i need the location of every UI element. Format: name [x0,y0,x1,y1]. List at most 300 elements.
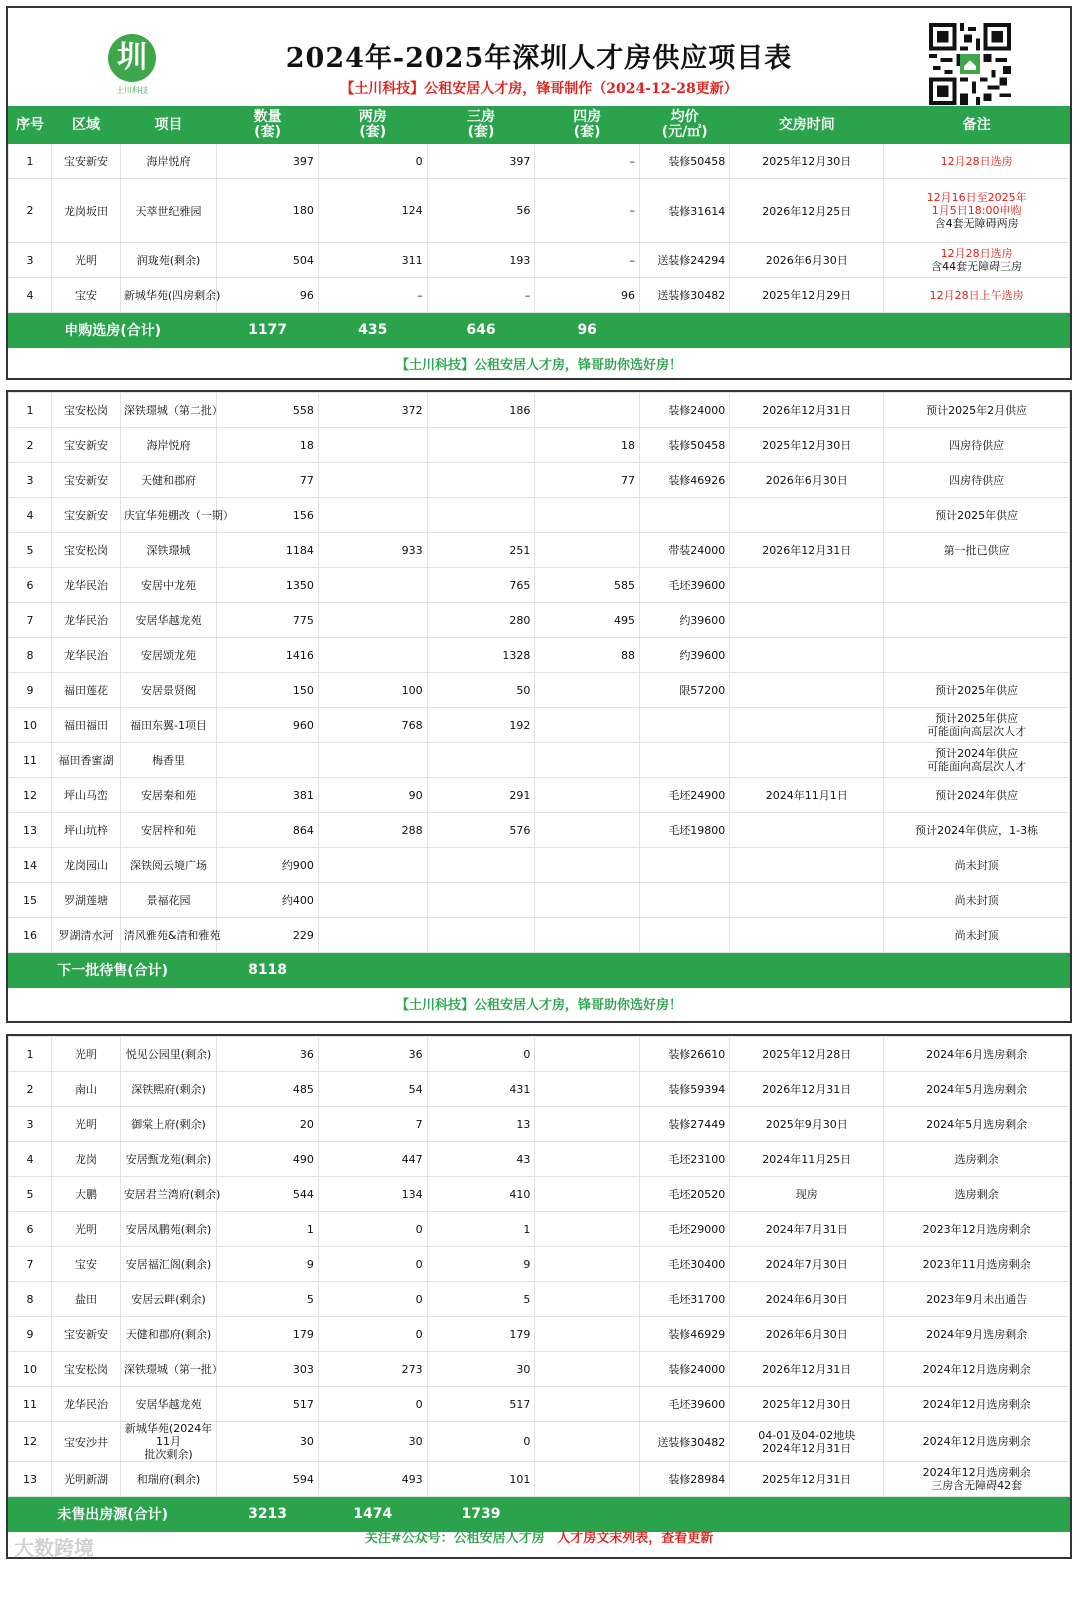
project-cell: 清风雅苑&清和雅苑 [120,918,216,953]
quantity-cell: 381 [217,778,319,813]
footer-update-text: 人才房文末列表，查看更新 [557,1531,714,1546]
delivery-date-cell: 2026年6月30日 [730,1317,884,1352]
price-cell: 毛坯39600 [640,1387,730,1422]
project-cell: 安居颂龙苑 [120,638,216,673]
two-room-cell: 134 [318,1177,427,1212]
three-room-cell: 13 [427,1107,535,1142]
three-room-cell: 9 [427,1247,535,1282]
price-cell: 毛坯31700 [640,1282,730,1317]
project-cell: 庆宜华苑棚改（一期） [120,498,216,533]
four-room-cell: 18 [535,428,640,463]
two-room-cell: 768 [318,708,427,743]
area-cell: 宝安新安 [52,428,121,463]
qr-code-icon [929,23,1011,105]
area-cell: 福田香蜜湖 [52,743,121,778]
page-subtitle: 【土川科技】公租安居人才房，锋哥制作（2024-12-28更新） [340,81,738,97]
note-cell [884,848,1070,883]
row-number: 13 [9,1462,52,1497]
quantity-cell: 544 [217,1177,319,1212]
two-room-cell: 933 [318,533,427,568]
three-room-cell [427,743,535,778]
area-cell: 宝安松岗 [52,533,121,568]
delivery-date-cell: 2026年12月31日 [730,1072,884,1107]
quantity-cell: 504 [217,243,319,278]
quantity-cell: 180 [217,179,319,243]
four-room-cell [535,1212,640,1247]
project-cell: 安居云畔(剩余) [120,1282,216,1317]
two-room-cell: – [318,278,427,313]
quantity-cell: 156 [217,498,319,533]
area-cell: 龙华民治 [52,638,121,673]
summary-two-room: 435 [318,313,427,348]
row-number: 1 [9,144,52,179]
four-room-cell [535,883,640,918]
price-cell: 装修26610 [640,1037,730,1072]
two-room-cell: 7 [318,1107,427,1142]
note-cell [884,144,1070,179]
price-cell: 装修28984 [640,1462,730,1497]
note-text: 选房剩余 [954,1187,999,1201]
note-cell [884,1142,1070,1177]
note-text: 预计2025年供应 [935,683,1019,697]
row-number: 2 [9,179,52,243]
price-cell: 装修24000 [640,393,730,428]
row-number: 2 [9,428,52,463]
four-room-cell [535,1247,640,1282]
footer-follow-text: 关注#公众号：公租安居人才房 [364,1531,545,1546]
two-room-cell: 372 [318,393,427,428]
row-number: 5 [9,1177,52,1212]
row-number: 6 [9,1212,52,1247]
note-text: 12月16日至2025年 1月5日18:00申购 [926,191,1027,217]
summary-empty [640,313,1070,348]
three-room-cell [427,428,535,463]
row-number: 4 [9,278,52,313]
table-row [9,638,1070,673]
note-cell [884,1462,1070,1497]
summary-three-room: 1739 [427,1497,535,1532]
row-number: 3 [9,1107,52,1142]
note-text: 2024年6月选房剩余 [926,1047,1028,1061]
project-cell: 安居中龙苑 [120,568,216,603]
area-cell: 龙岗坂田 [52,179,121,243]
delivery-date-cell: 2026年12月25日 [730,179,884,243]
note-cell [884,568,1070,603]
quantity-cell: 594 [217,1462,319,1497]
two-room-cell: 447 [318,1142,427,1177]
logo-text: 土川科技 [116,86,148,95]
delivery-date-cell [730,603,884,638]
area-cell: 光明 [52,1107,121,1142]
panel-section2 [6,390,1072,1023]
note-cell [884,179,1070,243]
four-room-cell [535,1352,640,1387]
row-number: 12 [9,1422,52,1462]
three-room-cell [427,883,535,918]
project-cell: 深铁熙府(剩余) [120,1072,216,1107]
project-cell: 新城华苑(2024年11月 批次剩余) [120,1422,216,1462]
three-room-cell: 517 [427,1387,535,1422]
note-text: 预计2025年供应 [935,508,1019,522]
row-number: 4 [9,498,52,533]
price-cell: 毛坯30400 [640,1247,730,1282]
summary-four-room [535,953,640,988]
row-number: 12 [9,778,52,813]
four-room-cell [535,813,640,848]
four-room-cell [535,533,640,568]
summary-label: 下一批待售(合计) [9,953,217,988]
four-room-cell [535,1072,640,1107]
area-cell: 宝安新安 [52,463,121,498]
summary-qty: 3213 [217,1497,319,1532]
four-room-cell [535,1422,640,1462]
project-cell: 天萃世纪雅园 [120,179,216,243]
quantity-cell: 约400 [217,883,319,918]
two-room-cell [318,603,427,638]
three-room-cell: 251 [427,533,535,568]
area-cell: 福田福田 [52,708,121,743]
area-cell: 坪山马峦 [52,778,121,813]
two-room-cell [318,568,427,603]
table-row [9,1037,1070,1072]
note-text: 尚未封顶 [954,893,999,907]
four-room-cell [535,778,640,813]
summary-two-room [318,953,427,988]
three-room-cell: 397 [427,144,535,179]
delivery-date-cell [730,743,884,778]
row-number: 13 [9,813,52,848]
area-cell: 福田莲花 [52,673,121,708]
summary-three-room [427,953,535,988]
two-room-cell: 0 [318,1212,427,1247]
summary-two-room: 1474 [318,1497,427,1532]
four-room-cell [535,1177,640,1212]
note-cell [884,708,1070,743]
quantity-cell: 9 [217,1247,319,1282]
project-cell: 景福花园 [120,883,216,918]
note-text: 2023年11月选房剩余 [922,1257,1031,1271]
row-number: 15 [9,883,52,918]
row-number: 8 [9,1282,52,1317]
price-cell [640,918,730,953]
three-room-cell: 1328 [427,638,535,673]
price-cell: 约39600 [640,638,730,673]
delivery-date-cell [730,708,884,743]
delivery-date-cell: 2024年7月30日 [730,1247,884,1282]
quantity-cell: 179 [217,1317,319,1352]
quantity-cell: 1350 [217,568,319,603]
three-room-cell: 5 [427,1282,535,1317]
three-room-cell [427,918,535,953]
price-cell: 限57200 [640,673,730,708]
col-header: 两房 (套) [318,107,427,144]
table-row [9,603,1070,638]
area-cell: 大鹏 [52,1177,121,1212]
table-row [9,883,1070,918]
note-cell [884,918,1070,953]
row-number: 1 [9,1037,52,1072]
row-number: 3 [9,463,52,498]
area-cell: 宝安新安 [52,1317,121,1352]
summary-three-room: 646 [427,313,535,348]
table-row [9,393,1070,428]
quantity-cell: 960 [217,708,319,743]
price-cell: 装修24000 [640,1352,730,1387]
four-room-cell [535,498,640,533]
two-room-cell: 273 [318,1352,427,1387]
three-room-cell: 0 [427,1422,535,1462]
area-cell: 宝安新安 [52,498,121,533]
area-cell: 光明新湖 [52,1462,121,1497]
delivery-date-cell: 2024年6月30日 [730,1282,884,1317]
table-row [9,243,1070,278]
table-row [9,1247,1070,1282]
table-row [9,1387,1070,1422]
three-room-cell: 0 [427,1037,535,1072]
area-cell: 龙华民治 [52,603,121,638]
delivery-date-cell: 2026年6月30日 [730,243,884,278]
price-cell: 约39600 [640,603,730,638]
price-cell: 毛坯39600 [640,568,730,603]
two-room-cell [318,463,427,498]
delivery-date-cell: 2024年11月25日 [730,1142,884,1177]
col-header: 备注 [884,107,1070,144]
two-room-cell: 124 [318,179,427,243]
three-room-cell: 193 [427,243,535,278]
delivery-date-cell: 2025年12月28日 [730,1037,884,1072]
four-room-cell: – [535,243,640,278]
delivery-date-cell [730,813,884,848]
table-row [9,1317,1070,1352]
quantity-cell: 517 [217,1387,319,1422]
note-text: 2024年5月选房剩余 [926,1082,1028,1096]
quantity-cell [217,743,319,778]
table-row [9,278,1070,313]
four-room-cell: 96 [535,278,640,313]
note-text-secondary: 含4套无障碍两房 [934,217,1019,230]
project-cell: 安居景贤阁 [120,673,216,708]
two-room-cell: 30 [318,1422,427,1462]
logo-icon: 圳 [108,34,156,82]
row-number: 9 [9,673,52,708]
row-number: 1 [9,393,52,428]
table-row [9,813,1070,848]
three-room-cell: 30 [427,1352,535,1387]
four-room-cell [535,708,640,743]
project-cell: 深铁璟城 [120,533,216,568]
two-room-cell: 36 [318,1037,427,1072]
four-room-cell: – [535,179,640,243]
area-cell: 南山 [52,1072,121,1107]
area-cell: 光明 [52,1212,121,1247]
delivery-date-cell [730,568,884,603]
price-cell: 毛坯20520 [640,1177,730,1212]
price-cell: 带装24000 [640,533,730,568]
quantity-cell: 864 [217,813,319,848]
project-cell: 安居君兰湾府(剩余) [120,1177,216,1212]
row-number: 4 [9,1142,52,1177]
row-number: 5 [9,533,52,568]
note-cell [884,1352,1070,1387]
price-cell: 装修59394 [640,1072,730,1107]
project-cell: 悦见公园里(剩余) [120,1037,216,1072]
area-cell: 盐田 [52,1282,121,1317]
quantity-cell: 150 [217,673,319,708]
panel-header-section1 [6,6,1072,380]
two-room-cell [318,498,427,533]
quantity-cell: 30 [217,1422,319,1462]
three-room-cell: 1 [427,1212,535,1247]
table-row [9,743,1070,778]
delivery-date-cell: 2026年12月31日 [730,1352,884,1387]
price-cell: 装修50458 [640,428,730,463]
three-room-cell [427,498,535,533]
table-row [9,918,1070,953]
two-room-cell: 0 [318,144,427,179]
table-row [9,1072,1070,1107]
delivery-date-cell: 2025年12月31日 [730,1462,884,1497]
area-cell: 宝安 [52,1247,121,1282]
three-room-cell: 576 [427,813,535,848]
project-cell: 新城华苑(四房剩余) [120,278,216,313]
watermark: 大数跨境 [14,1536,94,1560]
quantity-cell: 775 [217,603,319,638]
four-room-cell [535,1462,640,1497]
note-cell [884,813,1070,848]
note-text: 2024年12月选房剩余 [922,1435,1031,1448]
quantity-cell: 77 [217,463,319,498]
table-row [9,428,1070,463]
row-number: 7 [9,603,52,638]
area-cell: 罗湖清水河 [52,918,121,953]
col-header: 区域 [52,107,121,144]
quantity-cell: 558 [217,393,319,428]
note-cell [884,1422,1070,1462]
page-title: 2024年-2025年深圳人才房供应项目表 [285,43,793,74]
four-room-cell [535,1387,640,1422]
two-room-cell: 288 [318,813,427,848]
row-number: 3 [9,243,52,278]
note-cell [884,498,1070,533]
project-cell: 海岸悦府 [120,428,216,463]
project-cell: 安居甄龙苑(剩余) [120,1142,216,1177]
two-room-cell: 493 [318,1462,427,1497]
quantity-cell: 约900 [217,848,319,883]
table-row [9,533,1070,568]
three-room-cell: 280 [427,603,535,638]
col-header: 序号 [9,107,52,144]
quantity-cell: 303 [217,1352,319,1387]
four-room-cell: – [535,144,640,179]
note-text: 预计2025年供应 可能面向高层次人才 [927,712,1027,738]
project-cell: 海岸悦府 [120,144,216,179]
note-cell [884,1212,1070,1247]
summary-empty [640,953,1070,988]
quantity-cell: 96 [217,278,319,313]
note-cell [884,1037,1070,1072]
project-cell: 和瑞府(剩余) [120,1462,216,1497]
delivery-date-cell: 2025年12月30日 [730,428,884,463]
price-cell: 装修46929 [640,1317,730,1352]
two-room-cell: 90 [318,778,427,813]
three-room-cell [427,848,535,883]
three-room-cell [427,463,535,498]
note-cell [884,428,1070,463]
price-cell: 装修31614 [640,179,730,243]
two-room-cell [318,918,427,953]
price-cell: 送装修24294 [640,243,730,278]
delivery-date-cell: 2024年11月1日 [730,778,884,813]
price-cell: 送装修30482 [640,1422,730,1462]
table-header-row [9,107,1070,144]
col-header: 均价 (元/㎡) [640,107,730,144]
area-cell: 罗湖莲塘 [52,883,121,918]
table-row [9,1462,1070,1497]
delivery-date-cell: 2025年12月30日 [730,144,884,179]
note-text: 12月28日选房 [940,247,1013,260]
delivery-date-cell [730,848,884,883]
delivery-date-cell [730,883,884,918]
delivery-date-cell: 2025年9月30日 [730,1107,884,1142]
four-room-cell [535,918,640,953]
quantity-cell: 5 [217,1282,319,1317]
delivery-date-cell [730,918,884,953]
table-row [9,144,1070,179]
col-header: 数量 (套) [217,107,319,144]
note-cell [884,533,1070,568]
two-room-cell: 0 [318,1317,427,1352]
area-cell: 宝安 [52,278,121,313]
two-room-cell [318,428,427,463]
project-cell: 天健和郡府(剩余) [120,1317,216,1352]
col-header: 三房 (套) [427,107,535,144]
note-text: 2023年12月选房剩余 [922,1222,1031,1236]
section2-table [8,392,1070,988]
two-room-cell [318,743,427,778]
quantity-cell: 20 [217,1107,319,1142]
table-row [9,1422,1070,1462]
quantity-cell: 36 [217,1037,319,1072]
project-cell: 润珑苑(剩余) [120,243,216,278]
table-row [9,1212,1070,1247]
area-cell: 龙岗 [52,1142,121,1177]
row-number: 7 [9,1247,52,1282]
four-room-cell [535,1107,640,1142]
note-cell [884,1247,1070,1282]
price-cell: 毛坯19800 [640,813,730,848]
area-cell: 龙华民治 [52,568,121,603]
section1-table [8,106,1070,348]
note-cell [884,883,1070,918]
four-room-cell [535,673,640,708]
note-cell [884,1107,1070,1142]
row-number: 10 [9,1352,52,1387]
table-row [9,1142,1070,1177]
row-number: 11 [9,743,52,778]
four-room-cell: 88 [535,638,640,673]
four-room-cell [535,393,640,428]
quantity-cell: 229 [217,918,319,953]
note-cell [884,778,1070,813]
note-cell [884,463,1070,498]
area-cell: 龙华民治 [52,1387,121,1422]
delivery-date-cell: 2026年12月31日 [730,533,884,568]
delivery-date-cell [730,673,884,708]
area-cell: 光明 [52,1037,121,1072]
row-number: 10 [9,708,52,743]
table-row [9,848,1070,883]
four-room-cell: 585 [535,568,640,603]
